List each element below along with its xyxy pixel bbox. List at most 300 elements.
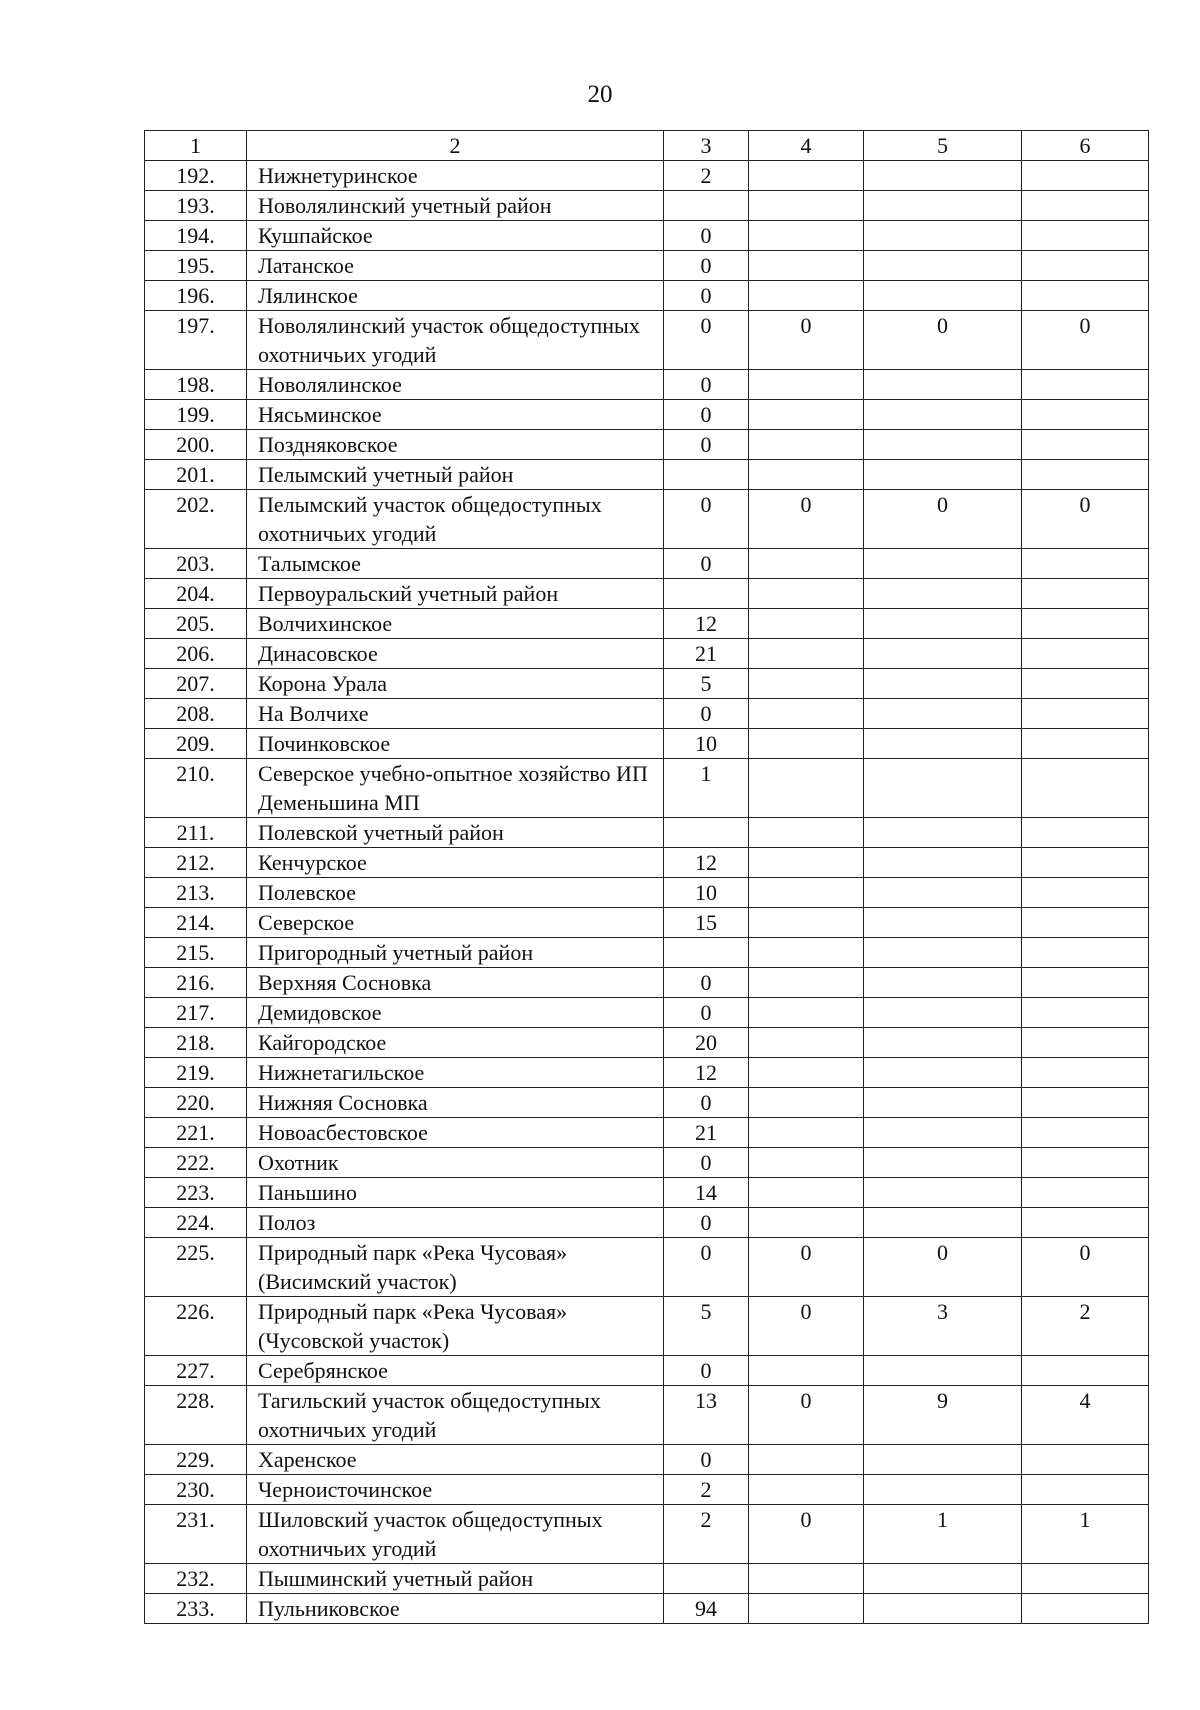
row-number-cell: 207. <box>145 669 247 699</box>
col-3-cell <box>664 818 749 848</box>
header-col-1: 1 <box>145 131 247 161</box>
area-name-cell: Новолялинское <box>247 370 664 400</box>
col-5-cell <box>864 1118 1022 1148</box>
table-row <box>145 1088 1149 1118</box>
col-3-cell: 20 <box>664 1028 749 1058</box>
col-5-cell <box>864 1058 1022 1088</box>
col-6-cell <box>1022 1148 1149 1178</box>
col-6-cell <box>1022 1475 1149 1505</box>
col-6-cell <box>1022 938 1149 968</box>
col-5-cell <box>864 848 1022 878</box>
col-6-cell <box>1022 579 1149 609</box>
row-number-cell: 212. <box>145 848 247 878</box>
col-5-cell <box>864 1088 1022 1118</box>
col-6-cell <box>1022 1208 1149 1238</box>
col-6-cell <box>1022 1028 1149 1058</box>
table-row <box>145 1356 1149 1386</box>
row-number-cell: 197. <box>145 311 247 370</box>
col-3-cell: 0 <box>664 400 749 430</box>
col-3-cell: 0 <box>664 490 749 549</box>
header-col-5: 5 <box>864 131 1022 161</box>
col-3-cell: 0 <box>664 1445 749 1475</box>
area-name-cell: Шиловский участок общедоступных охотничьих угодий <box>247 1505 664 1564</box>
row-number-cell: 228. <box>145 1386 247 1445</box>
row-number-cell: 204. <box>145 579 247 609</box>
col-3-cell: 0 <box>664 1148 749 1178</box>
table-row <box>145 1178 1149 1208</box>
col-6-cell <box>1022 818 1149 848</box>
col-5-cell: 0 <box>864 311 1022 370</box>
area-name-cell: Полевской учетный район <box>247 818 664 848</box>
col-6-cell <box>1022 370 1149 400</box>
row-number-cell: 218. <box>145 1028 247 1058</box>
col-6-cell: 0 <box>1022 311 1149 370</box>
col-4-cell <box>749 370 864 400</box>
col-5-cell <box>864 1148 1022 1178</box>
row-number-cell: 217. <box>145 998 247 1028</box>
col-5-cell <box>864 639 1022 669</box>
col-3-cell: 21 <box>664 1118 749 1148</box>
table-row <box>145 161 1149 191</box>
col-3-cell: 13 <box>664 1386 749 1445</box>
row-number-cell: 223. <box>145 1178 247 1208</box>
col-3-cell: 5 <box>664 1297 749 1356</box>
col-3-cell: 2 <box>664 1475 749 1505</box>
col-6-cell <box>1022 460 1149 490</box>
col-4-cell <box>749 639 864 669</box>
table-row <box>145 938 1149 968</box>
col-6-cell <box>1022 400 1149 430</box>
col-4-cell <box>749 998 864 1028</box>
col-5-cell: 0 <box>864 1238 1022 1297</box>
col-4-cell <box>749 281 864 311</box>
col-5-cell <box>864 1208 1022 1238</box>
col-6-cell <box>1022 1058 1149 1088</box>
col-4-cell <box>749 1475 864 1505</box>
col-4-cell <box>749 1594 864 1624</box>
col-3-cell: 0 <box>664 1238 749 1297</box>
col-5-cell: 3 <box>864 1297 1022 1356</box>
area-name-cell: Природный парк «Река Чусовая» (Чусовской участок) <box>247 1297 664 1356</box>
col-6-cell <box>1022 848 1149 878</box>
col-6-cell: 0 <box>1022 490 1149 549</box>
area-name-cell: Корона Урала <box>247 669 664 699</box>
col-4-cell <box>749 938 864 968</box>
col-4-cell <box>749 729 864 759</box>
col-3-cell: 10 <box>664 729 749 759</box>
col-3-cell: 12 <box>664 848 749 878</box>
table-row <box>145 729 1149 759</box>
row-number-cell: 201. <box>145 460 247 490</box>
col-5-cell <box>864 370 1022 400</box>
col-6-cell <box>1022 729 1149 759</box>
col-3-cell: 0 <box>664 281 749 311</box>
col-5-cell <box>864 161 1022 191</box>
col-3-cell <box>664 579 749 609</box>
table-row <box>145 1564 1149 1594</box>
area-name-cell: Природный парк «Река Чусовая» (Висимский участок) <box>247 1238 664 1297</box>
area-name-cell: Серебрянское <box>247 1356 664 1386</box>
table-row <box>145 430 1149 460</box>
table-row <box>145 221 1149 251</box>
col-5-cell <box>864 878 1022 908</box>
row-number-cell: 192. <box>145 161 247 191</box>
col-3-cell: 21 <box>664 639 749 669</box>
table-row <box>145 1386 1149 1445</box>
header-col-4: 4 <box>749 131 864 161</box>
row-number-cell: 211. <box>145 818 247 848</box>
col-5-cell <box>864 251 1022 281</box>
area-name-cell: Новоасбестовское <box>247 1118 664 1148</box>
col-6-cell <box>1022 878 1149 908</box>
col-4-cell <box>749 549 864 579</box>
col-3-cell: 14 <box>664 1178 749 1208</box>
col-4-cell <box>749 1445 864 1475</box>
row-number-cell: 229. <box>145 1445 247 1475</box>
col-3-cell: 0 <box>664 370 749 400</box>
col-3-cell: 94 <box>664 1594 749 1624</box>
col-3-cell: 2 <box>664 161 749 191</box>
col-5-cell <box>864 281 1022 311</box>
col-4-cell <box>749 579 864 609</box>
table-row <box>145 878 1149 908</box>
table-row <box>145 818 1149 848</box>
area-name-cell: Тагильский участок общедоступных охотничьих угодий <box>247 1386 664 1445</box>
row-number-cell: 227. <box>145 1356 247 1386</box>
table-row <box>145 639 1149 669</box>
col-4-cell <box>749 400 864 430</box>
area-name-cell: Демидовское <box>247 998 664 1028</box>
col-4-cell <box>749 1088 864 1118</box>
area-name-cell: Харенское <box>247 1445 664 1475</box>
row-number-cell: 219. <box>145 1058 247 1088</box>
row-number-cell: 193. <box>145 191 247 221</box>
table-row <box>145 759 1149 818</box>
col-6-cell <box>1022 908 1149 938</box>
area-name-cell: Поздняковское <box>247 430 664 460</box>
table-row <box>145 191 1149 221</box>
area-name-cell: Первоуральский учетный район <box>247 579 664 609</box>
row-number-cell: 214. <box>145 908 247 938</box>
col-6-cell <box>1022 699 1149 729</box>
col-5-cell <box>864 729 1022 759</box>
col-3-cell: 0 <box>664 549 749 579</box>
col-5-cell <box>864 1445 1022 1475</box>
col-3-cell: 0 <box>664 1356 749 1386</box>
col-3-cell: 0 <box>664 968 749 998</box>
col-3-cell: 0 <box>664 1208 749 1238</box>
table-row <box>145 1445 1149 1475</box>
row-number-cell: 231. <box>145 1505 247 1564</box>
col-6-cell <box>1022 1088 1149 1118</box>
col-4-cell <box>749 759 864 818</box>
col-6-cell <box>1022 161 1149 191</box>
area-name-cell: Латанское <box>247 251 664 281</box>
area-name-cell: Нижнетуринское <box>247 161 664 191</box>
col-4-cell: 0 <box>749 1386 864 1445</box>
header-col-2: 2 <box>247 131 664 161</box>
table-row <box>145 311 1149 370</box>
col-4-cell <box>749 669 864 699</box>
table-row <box>145 998 1149 1028</box>
col-5-cell <box>864 1028 1022 1058</box>
data-table <box>144 130 1149 1624</box>
col-4-cell: 0 <box>749 1505 864 1564</box>
col-4-cell <box>749 460 864 490</box>
row-number-cell: 210. <box>145 759 247 818</box>
col-6-cell <box>1022 998 1149 1028</box>
col-5-cell: 1 <box>864 1505 1022 1564</box>
row-number-cell: 205. <box>145 609 247 639</box>
col-5-cell <box>864 460 1022 490</box>
col-5-cell <box>864 998 1022 1028</box>
col-4-cell <box>749 848 864 878</box>
row-number-cell: 215. <box>145 938 247 968</box>
col-3-cell: 2 <box>664 1505 749 1564</box>
col-6-cell <box>1022 968 1149 998</box>
col-4-cell: 0 <box>749 1238 864 1297</box>
col-5-cell <box>864 221 1022 251</box>
row-number-cell: 222. <box>145 1148 247 1178</box>
col-6-cell: 0 <box>1022 1238 1149 1297</box>
table-row <box>145 1118 1149 1148</box>
col-4-cell: 0 <box>749 1297 864 1356</box>
row-number-cell: 206. <box>145 639 247 669</box>
header-col-3: 3 <box>664 131 749 161</box>
col-6-cell <box>1022 1594 1149 1624</box>
col-4-cell <box>749 818 864 848</box>
area-name-cell: Новолялинский участок общедоступных охотничьих угодий <box>247 311 664 370</box>
col-5-cell <box>864 549 1022 579</box>
row-number-cell: 196. <box>145 281 247 311</box>
col-4-cell <box>749 1118 864 1148</box>
col-6-cell <box>1022 281 1149 311</box>
col-5-cell <box>864 579 1022 609</box>
col-3-cell: 0 <box>664 998 749 1028</box>
col-3-cell: 0 <box>664 430 749 460</box>
col-4-cell: 0 <box>749 311 864 370</box>
col-3-cell: 12 <box>664 1058 749 1088</box>
col-5-cell <box>864 968 1022 998</box>
col-4-cell <box>749 1208 864 1238</box>
col-5-cell <box>864 191 1022 221</box>
area-name-cell: На Волчихе <box>247 699 664 729</box>
row-number-cell: 199. <box>145 400 247 430</box>
row-number-cell: 209. <box>145 729 247 759</box>
col-6-cell: 4 <box>1022 1386 1149 1445</box>
col-3-cell: 5 <box>664 669 749 699</box>
area-name-cell: Нижняя Сосновка <box>247 1088 664 1118</box>
col-6-cell <box>1022 639 1149 669</box>
col-3-cell <box>664 938 749 968</box>
col-3-cell: 0 <box>664 311 749 370</box>
table-row <box>145 1148 1149 1178</box>
table-row <box>145 1475 1149 1505</box>
row-number-cell: 220. <box>145 1088 247 1118</box>
col-5-cell <box>864 759 1022 818</box>
col-5-cell <box>864 669 1022 699</box>
area-name-cell: Кушпайское <box>247 221 664 251</box>
col-4-cell <box>749 609 864 639</box>
row-number-cell: 194. <box>145 221 247 251</box>
area-name-cell: Охотник <box>247 1148 664 1178</box>
table-row <box>145 669 1149 699</box>
col-6-cell: 1 <box>1022 1505 1149 1564</box>
col-6-cell: 2 <box>1022 1297 1149 1356</box>
col-5-cell: 0 <box>864 490 1022 549</box>
table-row <box>145 968 1149 998</box>
table-row <box>145 1028 1149 1058</box>
area-name-cell: Северское учебно-опытное хозяйство ИП Деменьшина МП <box>247 759 664 818</box>
col-6-cell <box>1022 549 1149 579</box>
row-number-cell: 202. <box>145 490 247 549</box>
table-body <box>145 161 1149 1624</box>
col-4-cell <box>749 1028 864 1058</box>
col-5-cell <box>864 430 1022 460</box>
col-4-cell: 0 <box>749 490 864 549</box>
header-col-6: 6 <box>1022 131 1149 161</box>
col-5-cell <box>864 938 1022 968</box>
col-5-cell <box>864 1178 1022 1208</box>
row-number-cell: 216. <box>145 968 247 998</box>
col-6-cell <box>1022 1445 1149 1475</box>
col-5-cell <box>864 908 1022 938</box>
col-3-cell <box>664 460 749 490</box>
col-5-cell <box>864 1594 1022 1624</box>
col-4-cell <box>749 221 864 251</box>
col-4-cell <box>749 161 864 191</box>
table-row <box>145 609 1149 639</box>
table-row <box>145 848 1149 878</box>
col-6-cell <box>1022 1118 1149 1148</box>
row-number-cell: 221. <box>145 1118 247 1148</box>
col-3-cell: 15 <box>664 908 749 938</box>
row-number-cell: 225. <box>145 1238 247 1297</box>
row-number-cell: 195. <box>145 251 247 281</box>
col-3-cell: 12 <box>664 609 749 639</box>
area-name-cell: Лялинское <box>247 281 664 311</box>
table-row <box>145 251 1149 281</box>
col-4-cell <box>749 430 864 460</box>
col-6-cell <box>1022 1178 1149 1208</box>
col-4-cell <box>749 699 864 729</box>
table-row <box>145 1208 1149 1238</box>
col-6-cell <box>1022 609 1149 639</box>
row-number-cell: 226. <box>145 1297 247 1356</box>
col-3-cell: 0 <box>664 699 749 729</box>
area-name-cell: Талымское <box>247 549 664 579</box>
row-number-cell: 230. <box>145 1475 247 1505</box>
area-name-cell: Новолялинский учетный район <box>247 191 664 221</box>
row-number-cell: 224. <box>145 1208 247 1238</box>
area-name-cell: Пелымский участок общедоступных охотничьих угодий <box>247 490 664 549</box>
col-4-cell <box>749 1058 864 1088</box>
area-name-cell: Черноисточинское <box>247 1475 664 1505</box>
row-number-cell: 232. <box>145 1564 247 1594</box>
table-row <box>145 1505 1149 1564</box>
table-row <box>145 549 1149 579</box>
area-name-cell: Нижнетагильское <box>247 1058 664 1088</box>
table-row <box>145 579 1149 609</box>
area-name-cell: Починковское <box>247 729 664 759</box>
table-row <box>145 1058 1149 1088</box>
area-name-cell: Динасовское <box>247 639 664 669</box>
area-name-cell: Пышминский учетный район <box>247 1564 664 1594</box>
col-5-cell <box>864 699 1022 729</box>
col-4-cell <box>749 908 864 938</box>
row-number-cell: 198. <box>145 370 247 400</box>
row-number-cell: 213. <box>145 878 247 908</box>
table-row <box>145 908 1149 938</box>
col-4-cell <box>749 1564 864 1594</box>
area-name-cell: Волчихинское <box>247 609 664 639</box>
col-6-cell <box>1022 251 1149 281</box>
table-row <box>145 370 1149 400</box>
table-row <box>145 1594 1149 1624</box>
table-row <box>145 281 1149 311</box>
col-3-cell: 10 <box>664 878 749 908</box>
col-5-cell <box>864 609 1022 639</box>
area-name-cell: Полоз <box>247 1208 664 1238</box>
col-5-cell <box>864 1356 1022 1386</box>
col-4-cell <box>749 1178 864 1208</box>
area-name-cell: Пригородный учетный район <box>247 938 664 968</box>
col-3-cell <box>664 1564 749 1594</box>
col-5-cell <box>864 818 1022 848</box>
row-number-cell: 203. <box>145 549 247 579</box>
col-4-cell <box>749 191 864 221</box>
col-3-cell: 0 <box>664 251 749 281</box>
col-4-cell <box>749 878 864 908</box>
col-6-cell <box>1022 191 1149 221</box>
col-5-cell <box>864 400 1022 430</box>
col-5-cell <box>864 1564 1022 1594</box>
table-row <box>145 1297 1149 1356</box>
col-4-cell <box>749 968 864 998</box>
area-name-cell: Паньшино <box>247 1178 664 1208</box>
row-number-cell: 208. <box>145 699 247 729</box>
page-number: 20 <box>587 81 613 108</box>
col-4-cell <box>749 1356 864 1386</box>
col-6-cell <box>1022 1564 1149 1594</box>
col-3-cell: 1 <box>664 759 749 818</box>
col-3-cell: 0 <box>664 221 749 251</box>
col-4-cell <box>749 251 864 281</box>
area-name-cell: Полевское <box>247 878 664 908</box>
col-6-cell <box>1022 1356 1149 1386</box>
area-name-cell: Верхняя Сосновка <box>247 968 664 998</box>
col-5-cell: 9 <box>864 1386 1022 1445</box>
table-row <box>145 490 1149 549</box>
header-row <box>145 131 1149 161</box>
area-name-cell: Нясьминское <box>247 400 664 430</box>
table-row <box>145 400 1149 430</box>
col-6-cell <box>1022 430 1149 460</box>
col-5-cell <box>864 1475 1022 1505</box>
area-name-cell: Пульниковское <box>247 1594 664 1624</box>
area-name-cell: Северское <box>247 908 664 938</box>
col-4-cell <box>749 1148 864 1178</box>
table-row <box>145 699 1149 729</box>
row-number-cell: 233. <box>145 1594 247 1624</box>
col-3-cell: 0 <box>664 1088 749 1118</box>
col-6-cell <box>1022 669 1149 699</box>
area-name-cell: Пелымский учетный район <box>247 460 664 490</box>
table-row <box>145 1238 1149 1297</box>
col-6-cell <box>1022 221 1149 251</box>
col-3-cell <box>664 191 749 221</box>
table-row <box>145 460 1149 490</box>
